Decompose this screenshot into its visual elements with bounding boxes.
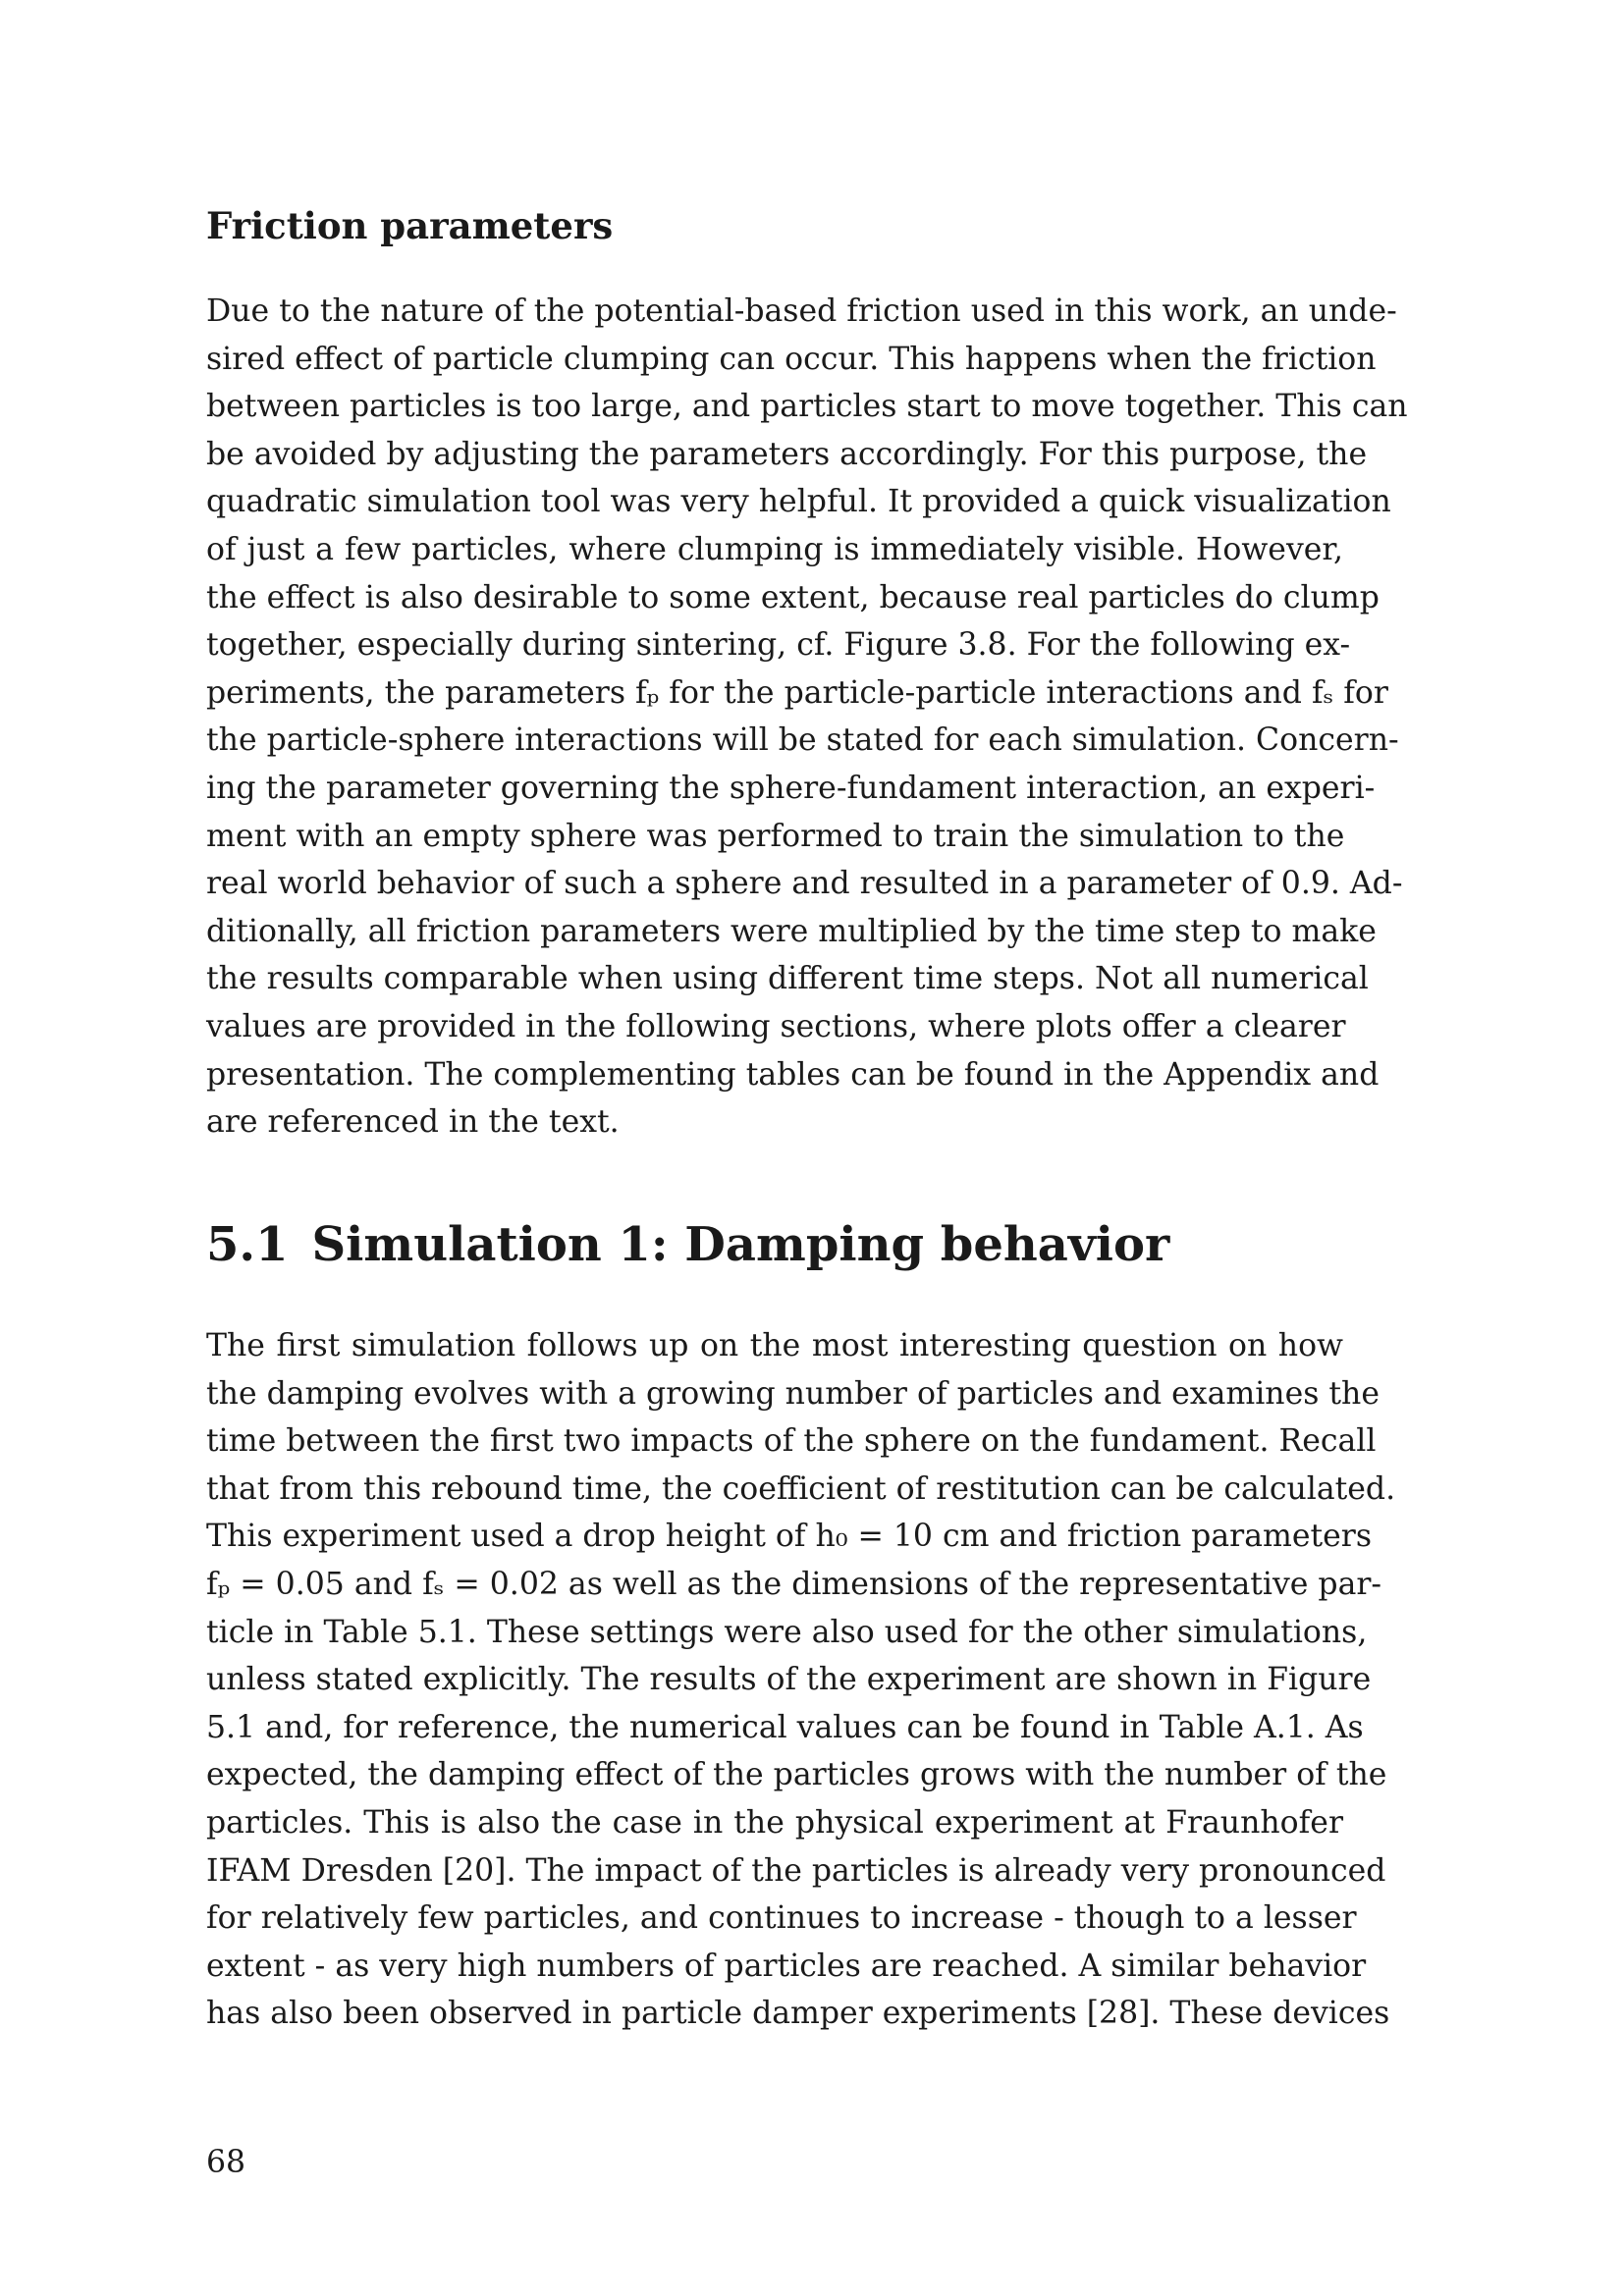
paragraph-line: periments, the parameters fₚ for the particle-particle interactions and fₛ for bbox=[206, 674, 1388, 711]
paragraph-line: values are provided in the following sections, where plots offer a clearer bbox=[206, 1008, 1346, 1044]
paragraph-line: The first simulation follows up on the most interesting question on how bbox=[206, 1328, 1343, 1363]
paragraph-line: the effect is also desirable to some extent, because real particles do clump bbox=[206, 579, 1380, 615]
paragraph-line: the results comparable when using different time steps. Not all numerical bbox=[206, 961, 1369, 997]
simulation-1-paragraph bbox=[206, 1322, 1396, 2038]
paragraph-line: the particle-sphere interactions will be stated for each simulation. Concern- bbox=[206, 722, 1399, 759]
paragraph-line: of just a few particles, where clumping is immediately visible. However, bbox=[206, 531, 1343, 567]
page-number: 68 bbox=[206, 2145, 246, 2180]
paragraph-line: time between the first two impacts of the sphere on the fundament. Recall bbox=[206, 1423, 1377, 1460]
paragraph-line: unless stated explicitly. The results of the experiment are shown in Figure bbox=[206, 1662, 1372, 1698]
paragraph-line: ticle in Table 5.1. These settings were also used for the other simulations, bbox=[206, 1614, 1368, 1650]
paragraph-line: ditionally, all friction parameters were multiplied by the time step to make bbox=[206, 913, 1377, 949]
paragraph-line: are referenced in the text. bbox=[206, 1104, 620, 1141]
paragraph-line: for relatively few particles, and continues to increase - though to a lesser bbox=[206, 1900, 1357, 1937]
paragraph-line: Due to the nature of the potential-based friction used in this work, an unde- bbox=[206, 294, 1397, 329]
paragraph-line: particles. This is also the case in the physical experiment at Fraunhofer bbox=[206, 1804, 1343, 1841]
paragraph-line: This experiment used a drop height of h₀ = 10 cm and friction parameters bbox=[206, 1519, 1373, 1555]
section-title: Simulation 1: Damping behavior bbox=[311, 1217, 1170, 1272]
paragraph-line: ing the parameter governing the sphere-fundament interaction, an experi- bbox=[206, 770, 1376, 806]
paragraph-line: quadratic simulation tool was very helpful. It provided a quick visualization bbox=[206, 484, 1391, 520]
paragraph-line: extent - as very high numbers of particles are reached. A similar behavior bbox=[206, 1948, 1367, 1984]
paragraph-line: that from this rebound time, the coefficient of restitution can be calculated. bbox=[206, 1470, 1396, 1507]
paragraph-line: IFAM Dresden [20]. The impact of the particles is already very pronounced bbox=[206, 1852, 1386, 1889]
paragraph-line: expected, the damping effect of the particles grows with the number of the bbox=[206, 1757, 1387, 1793]
friction-parameters-paragraph bbox=[206, 288, 1408, 1147]
paragraph-line: sired effect of particle clumping can occur. This happens when the friction bbox=[206, 341, 1377, 377]
section-number: 5.1 bbox=[206, 1217, 289, 1272]
paragraph-line: fₚ = 0.05 and fₛ = 0.02 as well as the dimensions of the representative par- bbox=[206, 1566, 1382, 1602]
paragraph-line: ment with an empty sphere was performed to train the simulation to the bbox=[206, 818, 1345, 854]
section-heading bbox=[206, 1217, 1169, 1274]
paragraph-line: has also been observed in particle damper experiments [28]. These devices bbox=[206, 1996, 1390, 2032]
subsection-title: Friction parameters bbox=[206, 204, 614, 247]
paragraph-line: presentation. The complementing tables can be found in the Appendix and bbox=[206, 1056, 1380, 1093]
paragraph-line: be avoided by adjusting the parameters accordingly. For this purpose, the bbox=[206, 436, 1368, 472]
paragraph-line: 5.1 and, for reference, the numerical values can be found in Table A.1. As bbox=[206, 1709, 1364, 1745]
paragraph-line: together, especially during sintering, cf. Figure 3.8. For the following ex- bbox=[206, 627, 1351, 664]
paragraph-line: the damping evolves with a growing number of particles and examines the bbox=[206, 1375, 1380, 1412]
paragraph-line: between particles is too large, and particles start to move together. This can bbox=[206, 389, 1408, 425]
paragraph-line: real world behavior of such a sphere and resulted in a parameter of 0.9. Ad- bbox=[206, 866, 1403, 902]
